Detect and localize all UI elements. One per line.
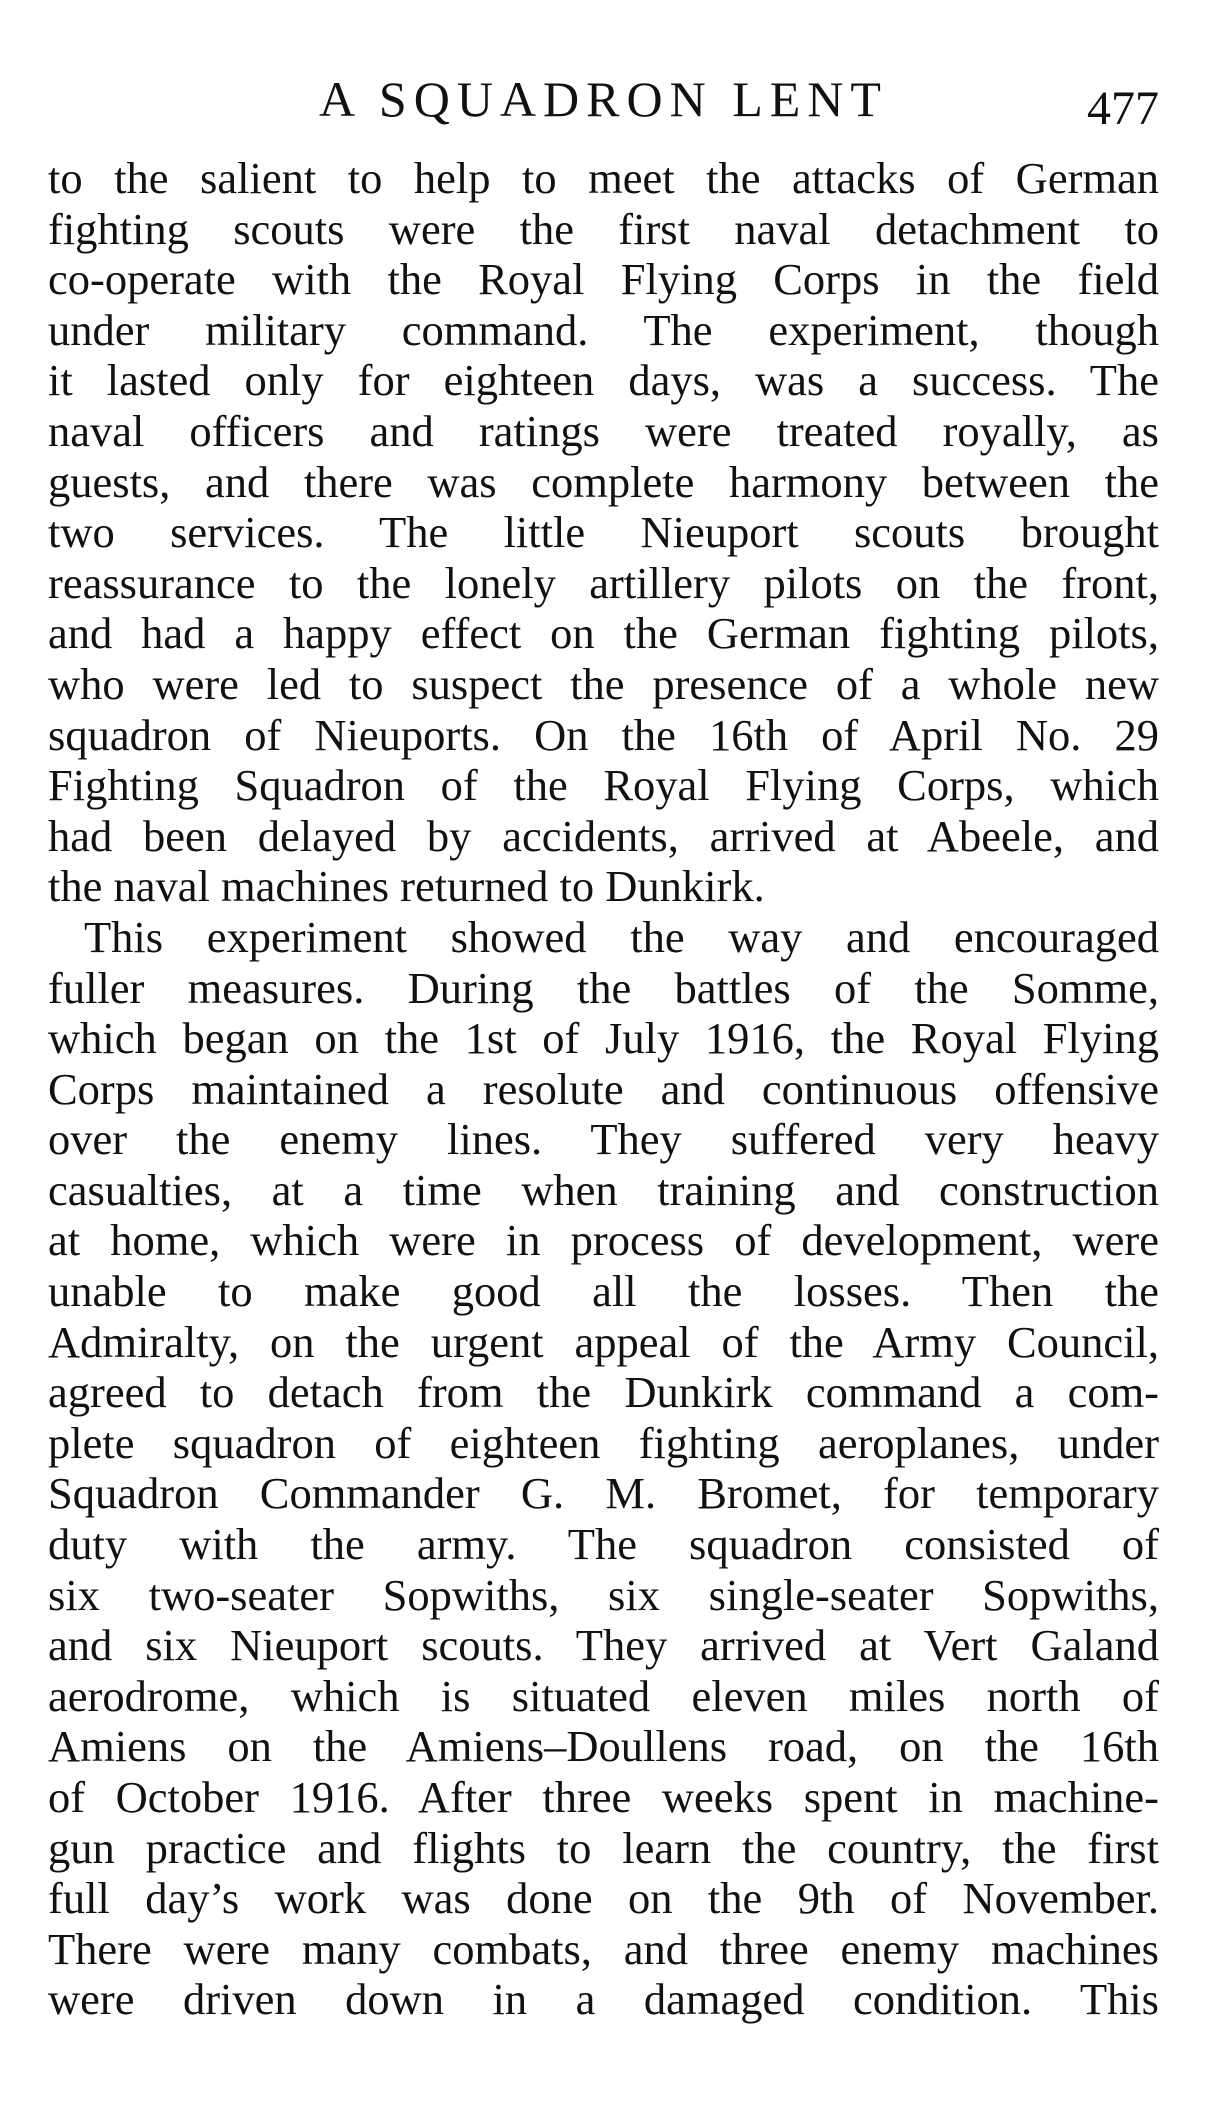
page-number: 477 (1087, 82, 1159, 135)
text-line: duty with the army. The squadron consisted of (48, 1519, 1159, 1570)
paragraph-last-line: the naval machines returned to Dunkirk. (48, 861, 765, 912)
text-line: it lasted only for eighteen days, was a success. The (48, 355, 1159, 406)
text-line: which began on the 1st of July 1916, the Royal Flying (48, 1013, 1159, 1064)
text-line: co-operate with the Royal Flying Corps in the field (48, 254, 1159, 305)
text-line: under military command. The experiment, though (48, 304, 1159, 355)
text-line: Amiens on the Amiens–Doullens road, on the 16th (48, 1721, 1159, 1772)
text-line: aerodrome, which is situated eleven miles north of (48, 1670, 1159, 1721)
text-line: guests, and there was complete harmony between the (48, 456, 1159, 507)
text-line: casualties, at a time when training and construction (48, 1164, 1159, 1215)
text-line: two services. The little Nieuport scouts brought (48, 507, 1159, 558)
text-line: over the enemy lines. They suffered very heavy (48, 1114, 1159, 1165)
text-line: six two-seater Sopwiths, six single-seater Sopwiths, (48, 1569, 1159, 1620)
text-line: reassurance to the lonely artillery pilots on the front, (48, 557, 1159, 608)
text-line: gun practice and flights to learn the country, the first (48, 1822, 1159, 1873)
text-line: naval officers and ratings were treated royally, as (48, 405, 1159, 456)
text-line: at home, which were in process of development, were (48, 1215, 1159, 1266)
text-line: There were many combats, and three enemy machines (48, 1923, 1159, 1974)
text-line: who were led to suspect the presence of a whole new (48, 658, 1159, 709)
text-line: Fighting Squadron of the Royal Flying Corps, which (48, 760, 1159, 811)
text-line: fuller measures. During the battles of the Somme, (48, 962, 1159, 1013)
text-line: Squadron Commander G. M. Bromet, for temporary (48, 1468, 1159, 1519)
text-line: had been delayed by accidents, arrived at Abeele, and (48, 810, 1159, 861)
text-line: were driven down in a damaged condition. This (48, 1974, 1159, 2025)
text-line: and six Nieuport scouts. They arrived at Vert Galand (48, 1620, 1159, 1671)
running-title: A SQUADRON LENT (319, 71, 888, 127)
text-line: to the salient to help to meet the attacks of German (48, 153, 1159, 203)
text-line: of October 1916. After three weeks spent in machine- (48, 1772, 1159, 1822)
text-line: Admiralty, on the urgent appeal of the Army Council, (48, 1316, 1159, 1367)
body-text (48, 153, 1159, 2025)
text-line: plete squadron of eighteen fighting aeroplanes, under (48, 1417, 1159, 1468)
running-head (48, 64, 1159, 134)
text-line: unable to make good all the losses. Then the (48, 1266, 1159, 1317)
text-line: Corps maintained a resolute and continuous offensive (48, 1063, 1159, 1114)
text-line: agreed to detach from the Dunkirk command a com- (48, 1367, 1159, 1418)
text-line: full day’s work was done on the 9th of November. (48, 1873, 1159, 1924)
text-line: fighting scouts were the first naval detachment to (48, 203, 1159, 254)
text-line: squadron of Nieuports. On the 16th of April No. 29 (48, 709, 1159, 760)
text-line: and had a happy effect on the German fighting pilots, (48, 608, 1159, 659)
paragraph-first-line: This experiment showed the way and encouraged (84, 911, 1159, 962)
